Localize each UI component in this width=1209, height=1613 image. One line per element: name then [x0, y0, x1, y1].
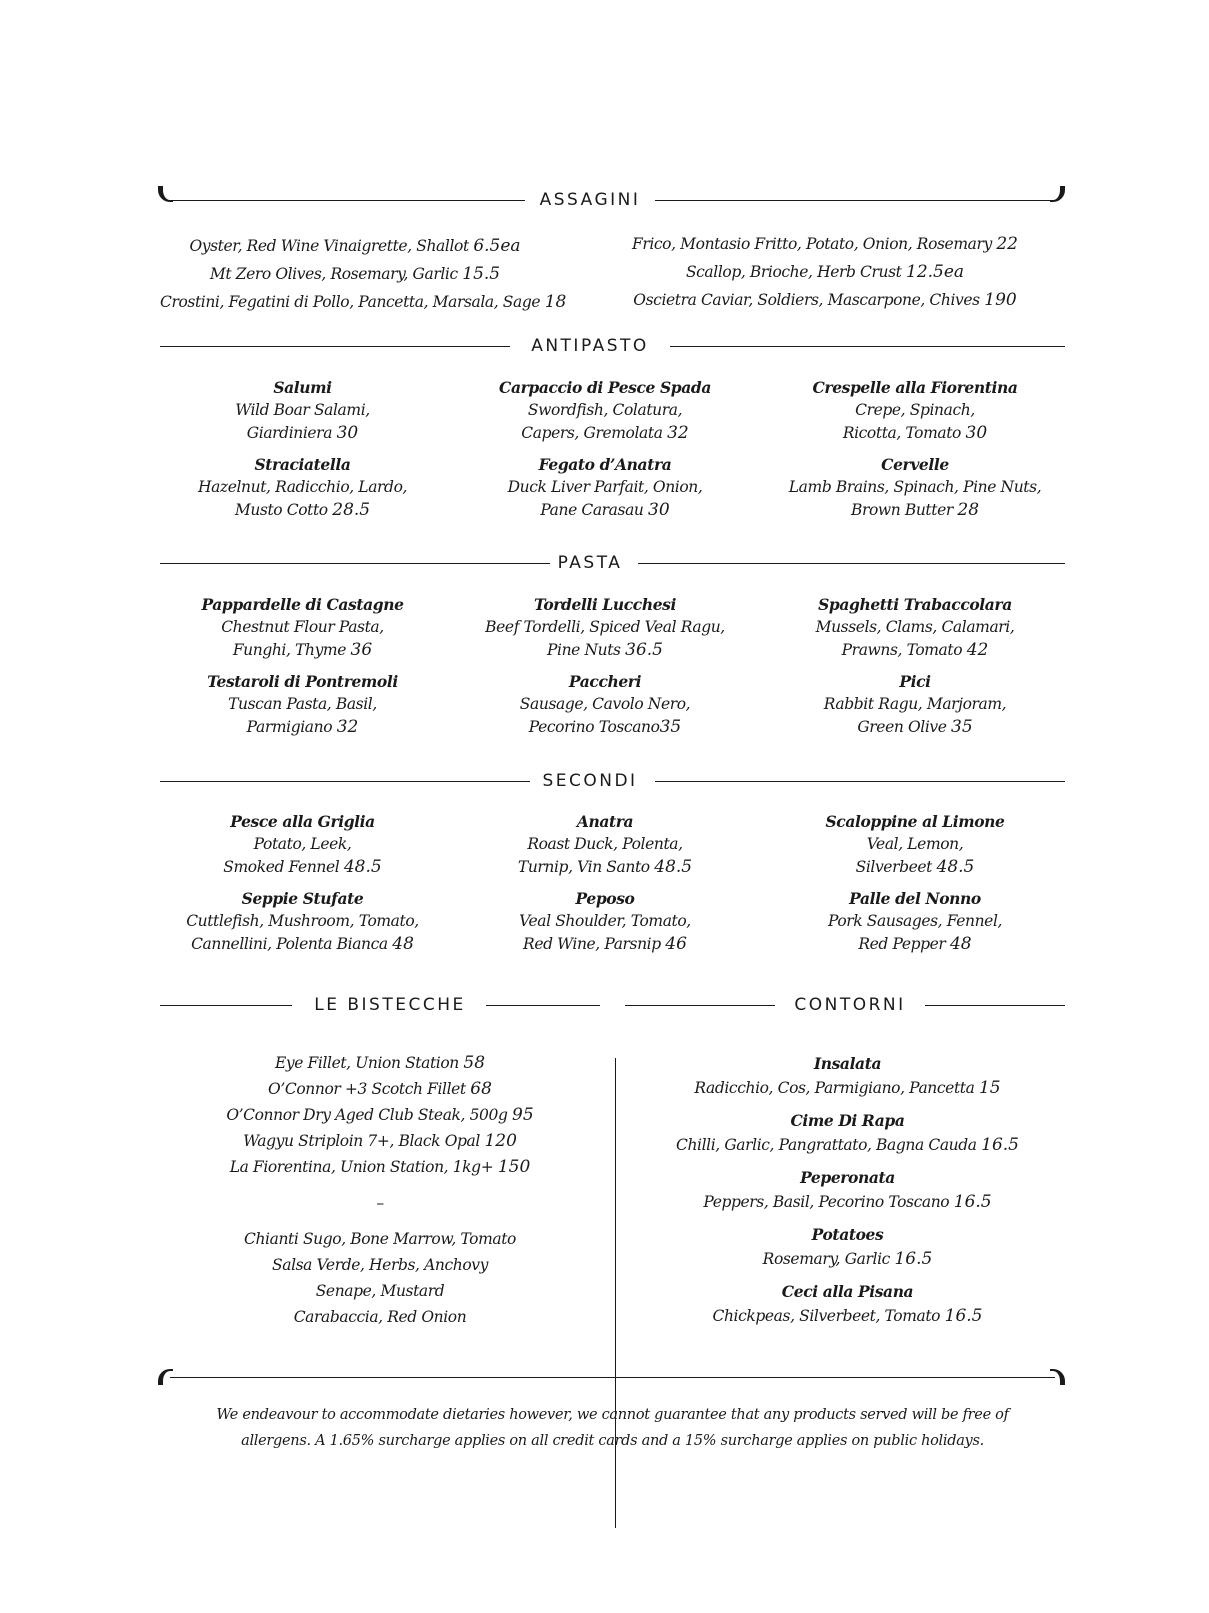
footer-note: We endeavour to accommodate dietaries however, we cannot guarantee that any products served will be free of allergens. A 1.65% surcharge applies on all credit cards and a 15% surcharge applies on public holidays.: [216, 1407, 1009, 1449]
section-header-assagini: [160, 190, 1065, 210]
menu-item: Eye Fillet, Union Station 58: [274, 1053, 486, 1073]
secondi-col-1: [160, 810, 445, 964]
dish: Seppie Stufate Cuttlefish, Mushroom, Tomato, Cannellini, Polenta Bianca 48: [186, 889, 419, 954]
ornament-right: [1050, 1369, 1065, 1385]
menu-item: O’Connor +3 Scotch Fillet 68: [268, 1079, 492, 1099]
section-header-antipasto: [160, 336, 1065, 356]
assagini-right: [625, 230, 1025, 314]
menu-item: O’Connor Dry Aged Club Steak, 500g 95: [226, 1105, 534, 1125]
section-title-contorni: CONTORNI: [794, 995, 906, 1015]
menu-item: Oscietra Caviar, Soldiers, Mascarpone, Chives 190: [633, 290, 1017, 310]
sauce-item: Salsa Verde, Herbs, Anchovy: [272, 1256, 488, 1274]
section-title-bistecche: LE BISTECCHE: [314, 995, 466, 1015]
dish: Fegato d’Anatra Duck Liver Parfait, Onion, Pane Carasau 30: [507, 455, 703, 520]
dish: Scaloppine al Limone Veal, Lemon, Silverbeet 48.5: [825, 812, 1005, 877]
menu-item: Crostini, Fegatini di Pollo, Pancetta, Marsala, Sage 18: [160, 292, 567, 312]
dish: Crespelle alla Fiorentina Crepe, Spinach, Ricotta, Tomato 30: [812, 378, 1018, 443]
dish: Pici Rabbit Ragu, Marjoram, Green Olive 35: [823, 672, 1007, 737]
dish: Paccheri Sausage, Cavolo Nero, Pecorino Toscano35: [519, 672, 691, 737]
sauce-item: Chianti Sugo, Bone Marrow, Tomato: [244, 1230, 516, 1248]
dish: Anatra Roast Duck, Polenta, Turnip, Vin Santo 48.5: [517, 812, 693, 877]
section-title: PASTA: [557, 553, 623, 573]
dish: Spaghetti Trabaccolara Mussels, Clams, Calamari, Prawns, Tomato 42: [815, 595, 1015, 660]
dish: Testaroli di Pontremoli Tuscan Pasta, Basil, Parmigiano 32: [207, 672, 398, 737]
separator-dash: –: [376, 1194, 384, 1212]
section-title: SECONDI: [542, 771, 638, 791]
dish: Peposo Veal Shoulder, Tomato, Red Wine, Parsnip 46: [519, 889, 691, 954]
section-title: ASSAGINI: [539, 190, 641, 210]
contorni-list: [630, 1052, 1065, 1337]
footer-rule: [160, 1367, 1065, 1387]
dish: Pesce alla Griglia Potato, Leek, Smoked Fennel 48.5: [223, 812, 382, 877]
dish: Carpaccio di Pesce Spada Swordfish, Colatura, Capers, Gremolata 32: [499, 378, 711, 443]
antipasto-col-3: [765, 376, 1065, 530]
section-header-bistecche-contorni: [160, 995, 1065, 1015]
menu-item: Mt Zero Olives, Rosemary, Garlic 15.5: [209, 264, 501, 284]
dish: Straciatella Hazelnut, Radicchio, Lardo, Musto Cotto 28.5: [197, 455, 408, 520]
section-title: ANTIPASTO: [531, 336, 649, 356]
dish: Salumi Wild Boar Salami, Giardiniera 30: [235, 378, 370, 443]
menu-item: La Fiorentina, Union Station, 1kg+ 150: [229, 1157, 531, 1177]
pasta-col-1: [160, 593, 445, 747]
dish: Palle del Nonno Pork Sausages, Fennel, Red Pepper 48: [827, 889, 1003, 954]
dish: Cime Di Rapa Chilli, Garlic, Pangrattato, Bagna Cauda 16.5: [676, 1111, 1019, 1155]
dish: Insalata Radicchio, Cos, Parmigiano, Pancetta 15: [694, 1054, 1001, 1098]
dish: Tordelli Lucchesi Beef Tordelli, Spiced Veal Ragu, Pine Nuts 36.5: [485, 595, 725, 660]
bistecche-list: [160, 1050, 600, 1330]
menu-item: Frico, Montasio Fritto, Potato, Onion, Rosemary 22: [631, 234, 1018, 254]
menu-item: Oyster, Red Wine Vinaigrette, Shallot 6.5ea: [189, 236, 521, 256]
pasta-col-2: [445, 593, 765, 747]
dish: Peperonata Peppers, Basil, Pecorino Toscano 16.5: [703, 1168, 992, 1212]
antipasto-col-1: [160, 376, 445, 530]
secondi-col-3: [765, 810, 1065, 964]
section-header-secondi: [160, 771, 1065, 791]
dish: Potatoes Rosemary, Garlic 16.5: [762, 1225, 933, 1269]
dish: Ceci alla Pisana Chickpeas, Silverbeet, Tomato 16.5: [712, 1282, 983, 1326]
antipasto-col-2: [445, 376, 765, 530]
dish: Pappardelle di Castagne Chestnut Flour Pasta, Funghi, Thyme 36: [201, 595, 404, 660]
pasta-col-3: [765, 593, 1065, 747]
menu-item: Scallop, Brioche, Herb Crust 12.5ea: [685, 262, 965, 282]
assagini-left: [160, 232, 567, 316]
sauce-item: Carabaccia, Red Onion: [293, 1308, 467, 1326]
dish: Cervelle Lamb Brains, Spinach, Pine Nuts, Brown Butter 28: [788, 455, 1042, 520]
section-header-pasta: [160, 553, 1065, 573]
secondi-col-2: [445, 810, 765, 964]
ornament-right: [1050, 186, 1065, 202]
menu-item: Wagyu Striploin 7+, Black Opal 120: [243, 1131, 517, 1151]
column-divider: [615, 1058, 616, 1528]
sauce-item: Senape, Mustard: [315, 1282, 445, 1300]
